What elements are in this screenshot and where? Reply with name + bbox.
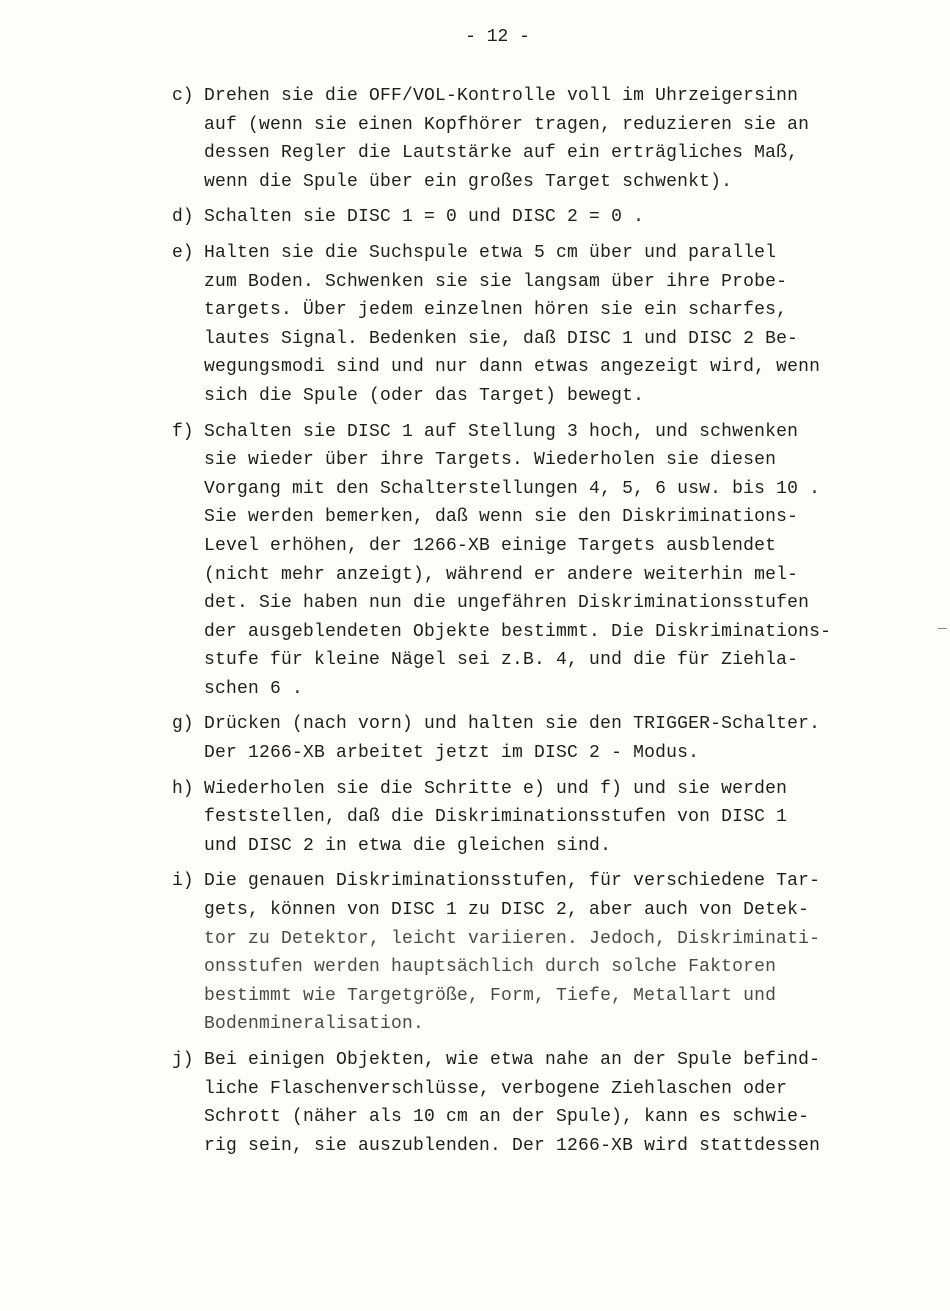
text-line: rig sein, sie auszublenden. Der 1266-XB wird stattdessen: [204, 1135, 821, 1156]
text-line: lautes Signal. Bedenken sie, daß DISC 1 und DISC 2 Be-: [204, 328, 799, 349]
text-line: feststellen, daß die Diskriminationsstufen von DISC 1: [204, 807, 788, 828]
list-item: [172, 418, 872, 704]
list-item-text: [204, 867, 872, 1039]
text-line: Der 1266-XB arbeitet jetzt im DISC 2 - Modus.: [204, 743, 700, 764]
text-line: der ausgeblendeten Objekte bestimmt. Die Diskriminations-: [204, 621, 832, 642]
list-item-text: [204, 775, 872, 861]
list-item-text: [204, 1046, 872, 1160]
text-line: sie wieder über ihre Targets. Wiederholen sie diesen: [204, 450, 777, 471]
list-item-text: [204, 418, 872, 704]
text-line: Level erhöhen, der 1266-XB einige Targets ausblendet: [204, 535, 777, 556]
text-line: gets, können von DISC 1 zu DISC 2, aber auch von Detek-: [204, 900, 810, 921]
list-item: [172, 239, 872, 411]
list-item-marker: h): [172, 778, 194, 799]
list-item-text: [204, 82, 872, 196]
text-line: sich die Spule (oder das Target) bewegt.: [204, 385, 645, 406]
text-line: onsstufen werden hauptsächlich durch solche Faktoren: [204, 957, 777, 978]
list-item: [172, 203, 872, 232]
text-line: Vorgang mit den Schalterstellungen 4, 5, 6 usw. bis 10 .: [204, 478, 821, 499]
list-item-text: [204, 710, 872, 767]
instruction-list: [172, 82, 872, 1167]
text-line: Schalten sie DISC 1 = 0 und DISC 2 = 0 .: [204, 207, 645, 228]
text-line: wenn die Spule über ein großes Target schwenkt).: [204, 171, 733, 192]
text-line: tor zu Detektor, leicht variieren. Jedoch, Diskriminati-: [204, 928, 821, 949]
text-line: Sie werden bemerken, daß wenn sie den Diskriminations-: [204, 507, 799, 528]
text-line: det. Sie haben nun die ungefähren Diskriminationsstufen: [204, 593, 810, 614]
list-item-marker: e): [172, 242, 194, 263]
list-item-marker: i): [172, 871, 194, 892]
text-line: dessen Regler die Lautstärke auf ein erträgliches Maß,: [204, 143, 799, 164]
list-item-text: [204, 239, 872, 411]
text-line: auf (wenn sie einen Kopfhörer tragen, reduzieren sie an: [204, 114, 810, 135]
list-item-marker: c): [172, 86, 194, 106]
list-item: [172, 82, 872, 196]
text-line: und DISC 2 in etwa die gleichen sind.: [204, 835, 612, 856]
list-item: [172, 867, 872, 1039]
list-item: [172, 775, 872, 861]
text-line: Bei einigen Objekten, wie etwa nahe an der Spule befind-: [204, 1050, 821, 1070]
list-item: [172, 1046, 872, 1160]
text-line: targets. Über jedem einzelnen hören sie ein scharfes,: [204, 300, 788, 321]
page-number: - 12 -: [465, 27, 530, 47]
list-item-marker: g): [172, 714, 194, 735]
text-line: Wiederholen sie die Schritte e) und f) und sie werden: [204, 778, 788, 799]
list-item-marker: f): [172, 421, 194, 442]
text-line: (nicht mehr anzeigt), während er andere weiterhin mel-: [204, 564, 799, 585]
list-item-text: [204, 203, 872, 232]
text-line: Bodenmineralisation.: [204, 1014, 425, 1035]
text-line: wegungsmodi sind und nur dann etwas angezeigt wird, wenn: [204, 357, 821, 378]
text-line: stufe für kleine Nägel sei z.B. 4, und die für Ziehla-: [204, 650, 799, 671]
text-line: bestimmt wie Targetgröße, Form, Tiefe, Metallart und: [204, 985, 777, 1006]
text-line: Drücken (nach vorn) und halten sie den TRIGGER-Schalter.: [204, 714, 821, 735]
text-line: schen 6 .: [204, 678, 304, 699]
text-line: Die genauen Diskriminationsstufen, für verschiedene Tar-: [204, 871, 821, 892]
text-line: Halten sie die Suchspule etwa 5 cm über und parallel: [204, 242, 777, 263]
text-line: zum Boden. Schwenken sie sie langsam über ihre Probe-: [204, 271, 788, 292]
text-line: Schrott (näher als 10 cm an der Spule), kann es schwie-: [204, 1107, 810, 1128]
list-item-marker: d): [172, 207, 194, 228]
text-line: liche Flaschenverschlüsse, verbogene Ziehlaschen oder: [204, 1078, 788, 1099]
list-item-marker: j): [172, 1050, 194, 1070]
text-line: Drehen sie die OFF/VOL-Kontrolle voll im Uhrzeigersinn: [204, 86, 799, 106]
margin-mark: [938, 628, 947, 629]
text-line: Schalten sie DISC 1 auf Stellung 3 hoch, und schwenken: [204, 421, 799, 442]
list-item: [172, 710, 872, 767]
